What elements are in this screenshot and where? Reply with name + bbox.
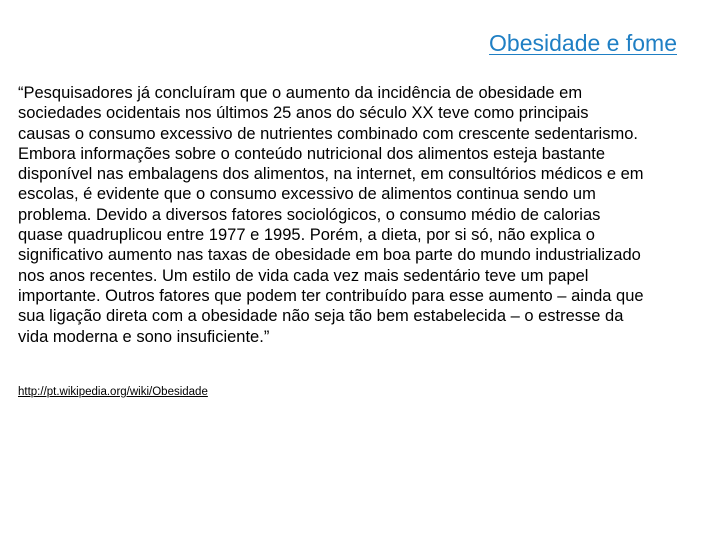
quote-line: sua ligação direta com a obesidade não seja tão bem estabelecida – o estresse da: [18, 307, 624, 326]
quote-line: disponível nas embalagens dos alimentos, na internet, em consultórios médicos e em: [18, 165, 644, 184]
source-link[interactable]: http://pt.wikipedia.org/wiki/Obesidade: [18, 386, 208, 398]
quote-line: problema. Devido a diversos fatores sociológicos, o consumo médio de calorias: [18, 205, 601, 224]
quote-line: sociedades ocidentais nos últimos 25 anos do século XX teve como principais: [18, 104, 589, 123]
quote-line: vida moderna e sono insuficiente.”: [18, 327, 270, 346]
quote-line: quase quadruplicou entre 1977 e 1995. Porém, a dieta, por si só, não explica o: [18, 226, 595, 245]
quote-line: importante. Outros fatores que podem ter contribuído para esse aumento – ainda que: [18, 286, 644, 305]
quote-line: Embora informações sobre o conteúdo nutricional dos alimentos esteja bastante: [18, 144, 606, 163]
quote-line: significativo aumento nas taxas de obesidade em boa parte do mundo industrializado: [18, 246, 641, 265]
quote-paragraph: [18, 83, 708, 347]
quote-line: causas o consumo excessivo de nutrientes combinado com crescente sedentarismo.: [18, 124, 638, 143]
quote-line: escolas, é evidente que o consumo excessivo de alimentos continua sendo um: [18, 185, 596, 204]
quote-line: “Pesquisadores já concluíram que o aumento da incidência de obesidade em: [18, 84, 583, 102]
slide-title-link[interactable]: Obesidade e fome: [489, 30, 677, 56]
quote-line: nos anos recentes. Um estilo de vida cada vez mais sedentário teve um papel: [18, 266, 589, 285]
